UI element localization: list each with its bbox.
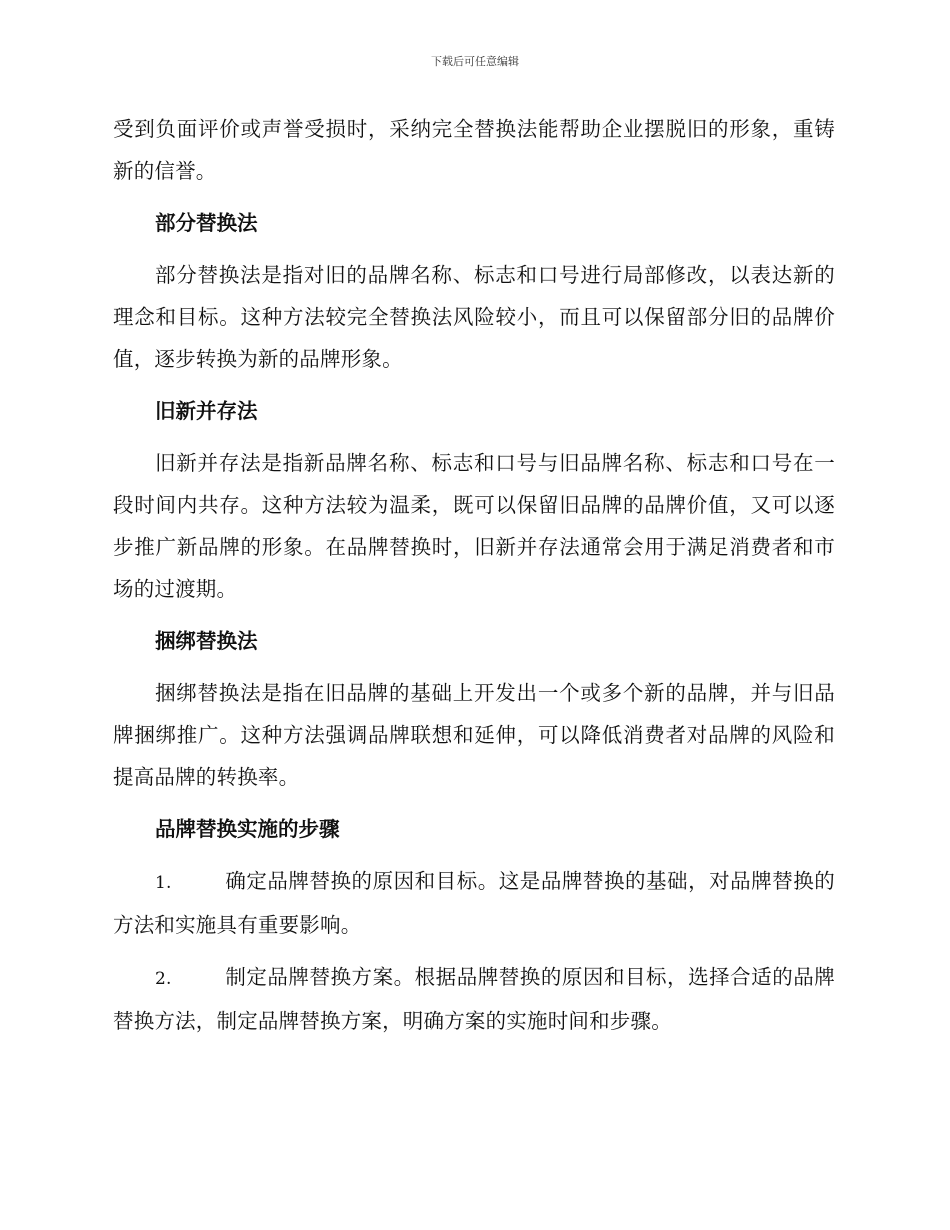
intro-continuation-paragraph: 受到负面评价或声誉受损时，采纳完全替换法能帮助企业摆脱旧的形象，重铸新的信誉。 — [113, 117, 835, 183]
step-text: 制定品牌替换方案。根据品牌替换的原因和目标，选择合适的品牌替换方法，制定品牌替换方案，明确方案的实施时间和步骤。 — [113, 965, 835, 1033]
section-paragraph-bundled-replacement: 捆绑替换法是指在旧品牌的基础上开发出一个或多个新的品牌，并与旧品牌捆绑推广。这种方法强调品牌联想和延伸，可以降低消费者对品牌的风险和提高品牌的转换率。 — [113, 681, 835, 789]
section-heading-partial-replacement: 部分替换法 — [155, 211, 258, 235]
section-paragraph-partial-replacement: 部分替换法是指对旧的品牌名称、标志和口号进行局部修改，以表达新的理念和目标。这种方法较完全替换法风险较小，而且可以保留部分旧的品牌价值，逐步转换为新的品牌形象。 — [113, 263, 835, 371]
page-header: 下载后可任意编辑 — [431, 55, 519, 68]
step-number: 2. — [155, 969, 172, 989]
section-heading-implementation-steps: 品牌替换实施的步骤 — [155, 817, 340, 841]
section-heading-bundled-replacement: 捆绑替换法 — [155, 629, 258, 653]
step-number: 1. — [155, 873, 172, 893]
section-paragraph-coexistence: 旧新并存法是指新品牌名称、标志和口号与旧品牌名称、标志和口号在一段时间内共存。这种方法较为温柔，既可以保留旧品牌的品牌价值，又可以逐步推广新品牌的形象。在品牌替换时，旧新并存法通常会用于满足消费者和市场的过渡期。 — [113, 451, 835, 601]
step-text: 确定品牌替换的原因和目标。这是品牌替换的基础，对品牌替换的方法和实施具有重要影响。 — [113, 869, 835, 937]
section-heading-coexistence: 旧新并存法 — [155, 399, 258, 423]
step-item-1 — [113, 860, 835, 946]
document-body — [113, 108, 835, 1042]
step-item-2 — [113, 956, 835, 1042]
